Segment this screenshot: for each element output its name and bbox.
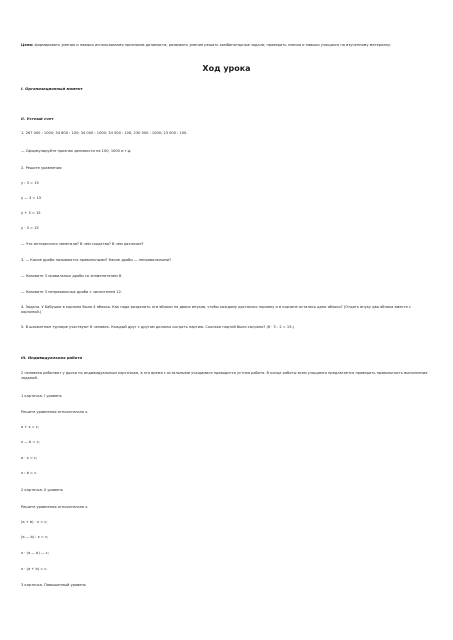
- section-heading-individual-work: III. Индивидуальная работа: [21, 355, 83, 360]
- lesson-goals: [21, 43, 431, 48]
- individual-intro: 2 человека работают у доски по индивидуальным карточкам, в это время с остальными учащимися проводится устная работа. В конце работы всем учащимся предлагается проверить правильность выполнения заданий.: [21, 371, 428, 381]
- oral-item-1-question: — Сформулируйте признак делимости на 100, 1000 и т.д.: [21, 149, 132, 153]
- oral-item-1: 1. 267 000 : 1000; 34 600 : 100; 34 000 : 1000; 34 500 : 100; 230 000 : 1000; 23 000 : 100.: [21, 131, 188, 135]
- card-equation: а + х = с;: [21, 425, 40, 429]
- card-1-title: 1 карточка. I уровень: [21, 394, 62, 398]
- card-equation: а · х = с;: [21, 456, 38, 460]
- equation: у — 3 = 15: [21, 196, 42, 200]
- card-equation: х · (а — b) — с;: [21, 551, 49, 555]
- equation: у + 3 = 15: [21, 211, 41, 215]
- goals-text: формировать умения и навыки использования признаков делимости; развивать умение решать комбинаторные задачи; проверить знания и навыки учащихся по изученному материалу.: [34, 43, 392, 47]
- card-1-task: Решите уравнения относительно х.: [21, 410, 89, 414]
- card-equation: х — b = с;: [21, 440, 40, 444]
- equation-question: — Что интересного заметили? В чем сходство? В чем различие?: [21, 242, 144, 246]
- card-equation: х : b = с.: [21, 471, 38, 475]
- equation: у : 3 = 15: [21, 181, 39, 185]
- goals-label: Цели:: [21, 43, 34, 47]
- oral-item-5: 5. В шахматном турнире участвуют 6 человек. Каждый друг с другом должны сыграть партию. Сколько партий было сыграно? (6 · 5 : 2 = 15.): [21, 325, 295, 329]
- section-heading-organization: I. Организационный момент: [21, 86, 83, 91]
- oral-item-3-b: — Назовите 3 неправильных дроби с числителем 12.: [21, 290, 123, 294]
- oral-item-4: 4. Задача. У Бабушки в корзине было 4 яблока. Как надо разделить эти яблоки на двоих внуков, чтобы каждому досталось поровну и в корзине осталось одно яблоко? (Отдать внуку два яблока вместе с корзиной.): [21, 305, 411, 315]
- card-3-title: 3 карточка. Повышенный уровень: [21, 583, 86, 587]
- oral-item-3: 3. — Какие дроби называются правильными? Какие дроби — неправильными?: [21, 258, 171, 262]
- oral-item-2: 2. Решите уравнения:: [21, 166, 63, 170]
- card-2-task: Решите уравнения относительно х.: [21, 505, 89, 509]
- equation: у · 3 = 15: [21, 226, 39, 230]
- card-equation: х · (а + b) = с.: [21, 567, 48, 571]
- card-equation: (а + b) · х = с;: [21, 520, 48, 524]
- oral-item-3-a: — Назовите 3 правильных дроби со знаменателем 8.: [21, 274, 123, 278]
- card-2-title: 2 карточка. II уровень: [21, 488, 63, 492]
- card-equation: (а — b) : х = с;: [21, 535, 49, 539]
- section-heading-oral-count: II. Устный счет: [21, 116, 54, 121]
- page-title: Ход урока: [202, 64, 251, 73]
